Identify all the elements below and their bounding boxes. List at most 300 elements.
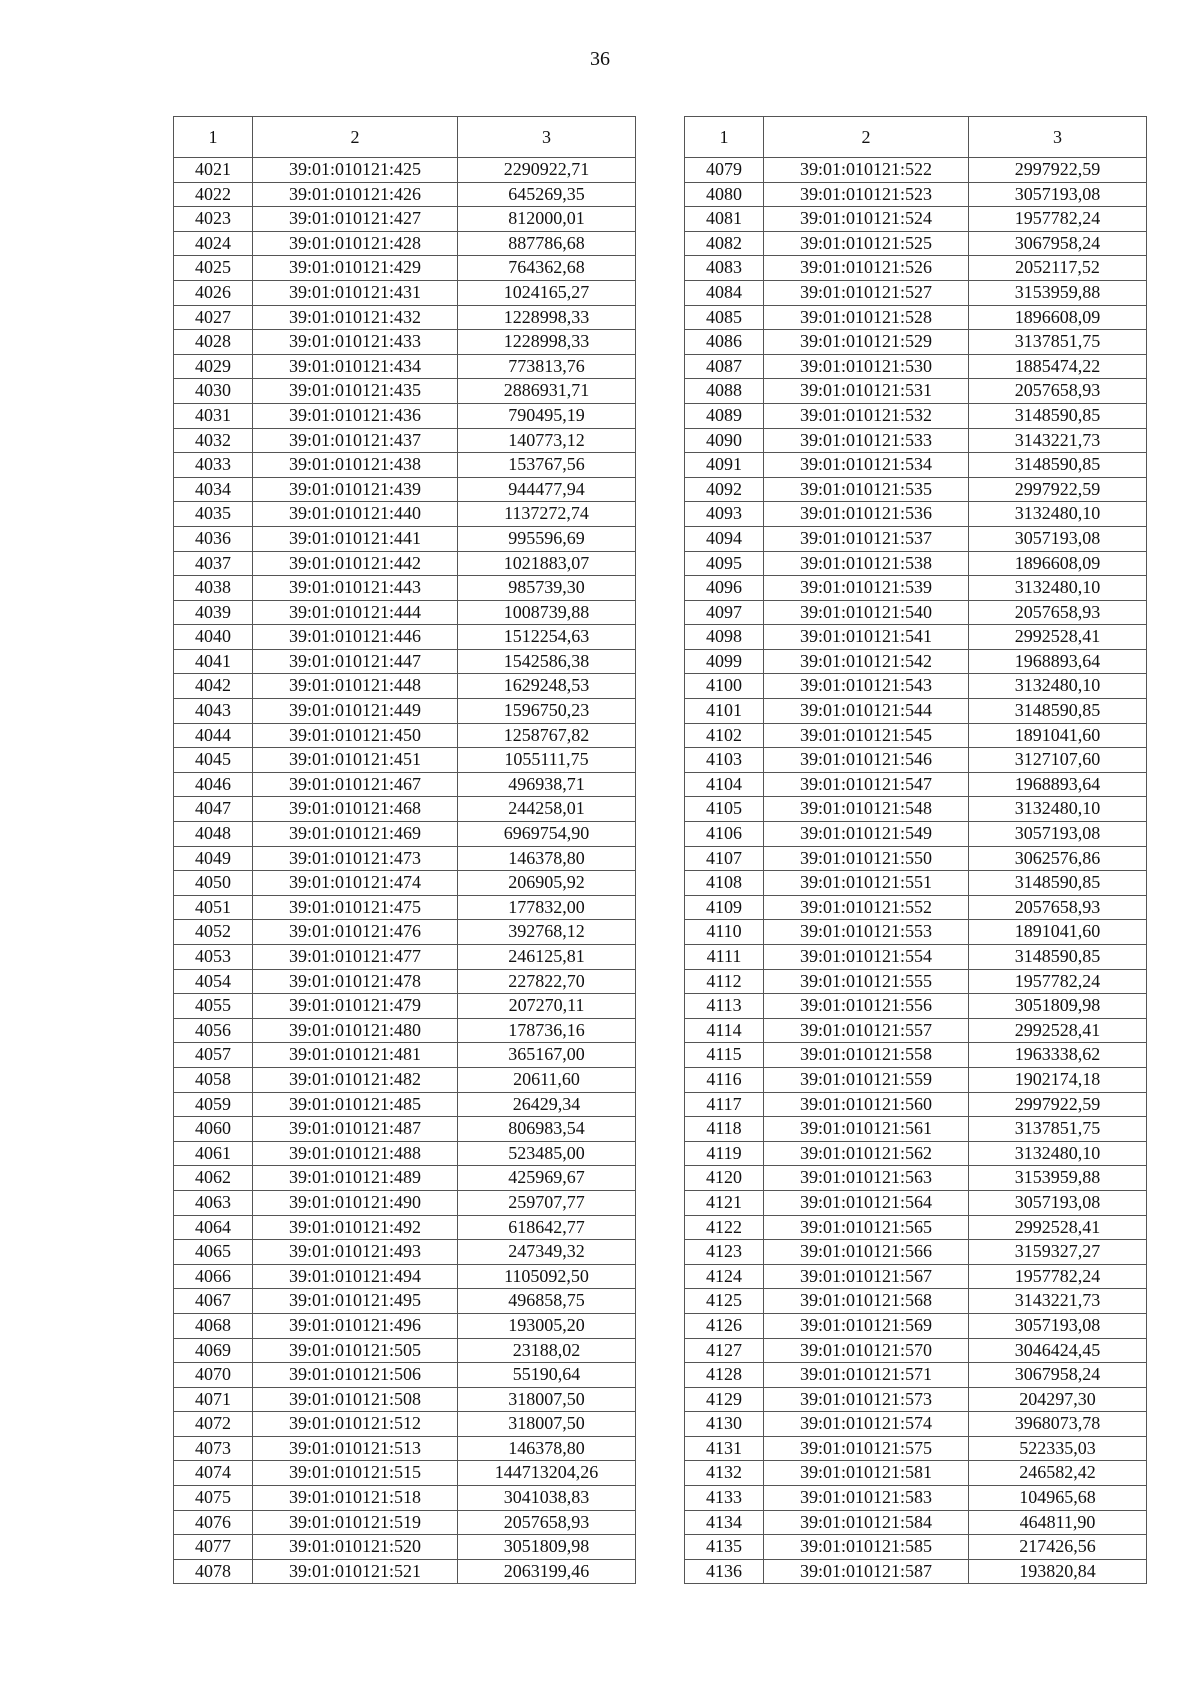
cadastral-number-cell: 39:01:010121:536 bbox=[764, 502, 969, 527]
value-cell: 3148590,85 bbox=[969, 699, 1147, 724]
table-row bbox=[174, 797, 636, 822]
cadastral-number-cell: 39:01:010121:540 bbox=[764, 600, 969, 625]
row-number-cell: 4103 bbox=[685, 748, 764, 773]
row-number-cell: 4085 bbox=[685, 305, 764, 330]
cadastral-number-cell: 39:01:010121:524 bbox=[764, 207, 969, 232]
table-row bbox=[685, 822, 1147, 847]
cadastral-number-cell: 39:01:010121:428 bbox=[253, 231, 458, 256]
table-row bbox=[685, 994, 1147, 1019]
value-cell: 1896608,09 bbox=[969, 551, 1147, 576]
table-row bbox=[685, 1289, 1147, 1314]
cadastral-number-cell: 39:01:010121:518 bbox=[253, 1486, 458, 1511]
row-number-cell: 4053 bbox=[174, 945, 253, 970]
value-cell: 3057193,08 bbox=[969, 526, 1147, 551]
table-row bbox=[685, 649, 1147, 674]
row-number-cell: 4136 bbox=[685, 1559, 764, 1584]
cadastral-number-cell: 39:01:010121:426 bbox=[253, 182, 458, 207]
cadastral-number-cell: 39:01:010121:573 bbox=[764, 1387, 969, 1412]
row-number-cell: 4084 bbox=[685, 280, 764, 305]
row-number-cell: 4040 bbox=[174, 625, 253, 650]
value-cell: 3968073,78 bbox=[969, 1412, 1147, 1437]
table-row bbox=[174, 1166, 636, 1191]
value-cell: 3041038,83 bbox=[458, 1486, 636, 1511]
value-cell: 3057193,08 bbox=[969, 182, 1147, 207]
row-number-cell: 4052 bbox=[174, 920, 253, 945]
table-row bbox=[685, 625, 1147, 650]
value-cell: 318007,50 bbox=[458, 1387, 636, 1412]
cadastral-number-cell: 39:01:010121:538 bbox=[764, 551, 969, 576]
value-cell: 206905,92 bbox=[458, 871, 636, 896]
value-cell: 2063199,46 bbox=[458, 1559, 636, 1584]
value-cell: 1228998,33 bbox=[458, 305, 636, 330]
cadastral-number-cell: 39:01:010121:541 bbox=[764, 625, 969, 650]
table-row bbox=[685, 920, 1147, 945]
cadastral-number-cell: 39:01:010121:587 bbox=[764, 1559, 969, 1584]
value-cell: 1957782,24 bbox=[969, 969, 1147, 994]
value-cell: 3057193,08 bbox=[969, 1313, 1147, 1338]
value-cell: 523485,00 bbox=[458, 1141, 636, 1166]
value-cell: 887786,68 bbox=[458, 231, 636, 256]
row-number-cell: 4039 bbox=[174, 600, 253, 625]
table-row bbox=[174, 379, 636, 404]
value-cell: 2057658,93 bbox=[969, 600, 1147, 625]
table-row bbox=[174, 182, 636, 207]
row-number-cell: 4026 bbox=[174, 280, 253, 305]
table-row bbox=[174, 502, 636, 527]
table-row bbox=[174, 1018, 636, 1043]
value-cell: 985739,30 bbox=[458, 576, 636, 601]
cadastral-number-cell: 39:01:010121:545 bbox=[764, 723, 969, 748]
value-cell: 55190,64 bbox=[458, 1363, 636, 1388]
table-row bbox=[174, 1412, 636, 1437]
value-cell: 178736,16 bbox=[458, 1018, 636, 1043]
header-row bbox=[174, 117, 636, 158]
row-number-cell: 4094 bbox=[685, 526, 764, 551]
row-number-cell: 4072 bbox=[174, 1412, 253, 1437]
row-number-cell: 4100 bbox=[685, 674, 764, 699]
value-cell: 3057193,08 bbox=[969, 822, 1147, 847]
cadastral-number-cell: 39:01:010121:553 bbox=[764, 920, 969, 945]
cadastral-number-cell: 39:01:010121:443 bbox=[253, 576, 458, 601]
row-number-cell: 4064 bbox=[174, 1215, 253, 1240]
row-number-cell: 4134 bbox=[685, 1510, 764, 1535]
row-number-cell: 4135 bbox=[685, 1535, 764, 1560]
row-number-cell: 4022 bbox=[174, 182, 253, 207]
value-cell: 3132480,10 bbox=[969, 1141, 1147, 1166]
value-cell: 2886931,71 bbox=[458, 379, 636, 404]
table-row bbox=[174, 1535, 636, 1560]
column-header: 3 bbox=[458, 117, 636, 158]
value-cell: 2992528,41 bbox=[969, 1018, 1147, 1043]
row-number-cell: 4048 bbox=[174, 822, 253, 847]
table-row bbox=[685, 502, 1147, 527]
value-cell: 204297,30 bbox=[969, 1387, 1147, 1412]
value-cell: 2052117,52 bbox=[969, 256, 1147, 281]
row-number-cell: 4067 bbox=[174, 1289, 253, 1314]
table-body bbox=[685, 158, 1147, 1584]
cadastral-number-cell: 39:01:010121:542 bbox=[764, 649, 969, 674]
table-row bbox=[685, 723, 1147, 748]
value-cell: 3153959,88 bbox=[969, 280, 1147, 305]
cadastral-number-cell: 39:01:010121:569 bbox=[764, 1313, 969, 1338]
row-number-cell: 4036 bbox=[174, 526, 253, 551]
row-number-cell: 4079 bbox=[685, 158, 764, 183]
value-cell: 522335,03 bbox=[969, 1436, 1147, 1461]
table-row bbox=[174, 551, 636, 576]
table-row bbox=[174, 158, 636, 183]
column-header: 1 bbox=[685, 117, 764, 158]
value-cell: 1021883,07 bbox=[458, 551, 636, 576]
cadastral-number-cell: 39:01:010121:508 bbox=[253, 1387, 458, 1412]
cadastral-number-cell: 39:01:010121:581 bbox=[764, 1461, 969, 1486]
row-number-cell: 4058 bbox=[174, 1067, 253, 1092]
table-row bbox=[685, 1043, 1147, 1068]
cadastral-number-cell: 39:01:010121:431 bbox=[253, 280, 458, 305]
table-row bbox=[174, 1117, 636, 1142]
table-row bbox=[174, 403, 636, 428]
table-row bbox=[685, 477, 1147, 502]
cadastral-number-cell: 39:01:010121:558 bbox=[764, 1043, 969, 1068]
value-cell: 2997922,59 bbox=[969, 477, 1147, 502]
table-header bbox=[174, 117, 636, 158]
value-cell: 2997922,59 bbox=[969, 158, 1147, 183]
cadastral-number-cell: 39:01:010121:446 bbox=[253, 625, 458, 650]
cadastral-number-cell: 39:01:010121:567 bbox=[764, 1264, 969, 1289]
row-number-cell: 4126 bbox=[685, 1313, 764, 1338]
cadastral-number-cell: 39:01:010121:548 bbox=[764, 797, 969, 822]
table-row bbox=[685, 772, 1147, 797]
table-row bbox=[174, 945, 636, 970]
value-cell: 425969,67 bbox=[458, 1166, 636, 1191]
row-number-cell: 4044 bbox=[174, 723, 253, 748]
value-cell: 1963338,62 bbox=[969, 1043, 1147, 1068]
value-cell: 1596750,23 bbox=[458, 699, 636, 724]
value-cell: 146378,80 bbox=[458, 846, 636, 871]
row-number-cell: 4123 bbox=[685, 1240, 764, 1265]
cadastral-number-cell: 39:01:010121:481 bbox=[253, 1043, 458, 1068]
value-cell: 193005,20 bbox=[458, 1313, 636, 1338]
row-number-cell: 4124 bbox=[685, 1264, 764, 1289]
cadastral-number-cell: 39:01:010121:563 bbox=[764, 1166, 969, 1191]
value-cell: 3153959,88 bbox=[969, 1166, 1147, 1191]
value-cell: 1896608,09 bbox=[969, 305, 1147, 330]
table-row bbox=[174, 846, 636, 871]
row-number-cell: 4035 bbox=[174, 502, 253, 527]
row-number-cell: 4045 bbox=[174, 748, 253, 773]
cadastral-number-cell: 39:01:010121:570 bbox=[764, 1338, 969, 1363]
cadastral-number-cell: 39:01:010121:546 bbox=[764, 748, 969, 773]
table-row bbox=[685, 182, 1147, 207]
table-row bbox=[174, 772, 636, 797]
table-row bbox=[174, 1559, 636, 1584]
cadastral-number-cell: 39:01:010121:438 bbox=[253, 453, 458, 478]
cadastral-number-cell: 39:01:010121:476 bbox=[253, 920, 458, 945]
value-cell: 1137272,74 bbox=[458, 502, 636, 527]
table-row bbox=[685, 895, 1147, 920]
cadastral-number-cell: 39:01:010121:528 bbox=[764, 305, 969, 330]
cadastral-number-cell: 39:01:010121:547 bbox=[764, 772, 969, 797]
cadastral-number-cell: 39:01:010121:478 bbox=[253, 969, 458, 994]
row-number-cell: 4107 bbox=[685, 846, 764, 871]
value-cell: 1891041,60 bbox=[969, 920, 1147, 945]
row-number-cell: 4096 bbox=[685, 576, 764, 601]
page-number: 36 bbox=[590, 48, 610, 70]
value-cell: 259707,77 bbox=[458, 1190, 636, 1215]
cadastral-number-cell: 39:01:010121:575 bbox=[764, 1436, 969, 1461]
table-row bbox=[174, 1486, 636, 1511]
row-number-cell: 4042 bbox=[174, 674, 253, 699]
cadastral-number-cell: 39:01:010121:543 bbox=[764, 674, 969, 699]
cadastral-number-cell: 39:01:010121:434 bbox=[253, 354, 458, 379]
cadastral-number-cell: 39:01:010121:549 bbox=[764, 822, 969, 847]
table-row bbox=[685, 1510, 1147, 1535]
cadastral-number-cell: 39:01:010121:492 bbox=[253, 1215, 458, 1240]
cadastral-number-cell: 39:01:010121:449 bbox=[253, 699, 458, 724]
table-row bbox=[685, 1141, 1147, 1166]
value-cell: 1008739,88 bbox=[458, 600, 636, 625]
table-row bbox=[174, 576, 636, 601]
header-row bbox=[685, 117, 1147, 158]
value-cell: 1957782,24 bbox=[969, 207, 1147, 232]
cadastral-number-cell: 39:01:010121:534 bbox=[764, 453, 969, 478]
value-cell: 3051809,98 bbox=[969, 994, 1147, 1019]
cadastral-number-cell: 39:01:010121:533 bbox=[764, 428, 969, 453]
table-row bbox=[685, 428, 1147, 453]
value-cell: 3051809,98 bbox=[458, 1535, 636, 1560]
row-number-cell: 4080 bbox=[685, 182, 764, 207]
table-row bbox=[174, 1363, 636, 1388]
cadastral-number-cell: 39:01:010121:532 bbox=[764, 403, 969, 428]
table-row bbox=[174, 231, 636, 256]
table-row bbox=[685, 846, 1147, 871]
cadastral-number-cell: 39:01:010121:564 bbox=[764, 1190, 969, 1215]
column-header: 1 bbox=[174, 117, 253, 158]
table-row bbox=[685, 1363, 1147, 1388]
cadastral-number-cell: 39:01:010121:512 bbox=[253, 1412, 458, 1437]
row-number-cell: 4073 bbox=[174, 1436, 253, 1461]
cadastral-number-cell: 39:01:010121:473 bbox=[253, 846, 458, 871]
cadastral-number-cell: 39:01:010121:433 bbox=[253, 330, 458, 355]
table-row bbox=[685, 1067, 1147, 1092]
value-cell: 2057658,93 bbox=[969, 379, 1147, 404]
cadastral-number-cell: 39:01:010121:494 bbox=[253, 1264, 458, 1289]
cadastral-number-cell: 39:01:010121:505 bbox=[253, 1338, 458, 1363]
row-number-cell: 4038 bbox=[174, 576, 253, 601]
value-cell: 153767,56 bbox=[458, 453, 636, 478]
table-row bbox=[685, 576, 1147, 601]
value-cell: 1055111,75 bbox=[458, 748, 636, 773]
row-number-cell: 4082 bbox=[685, 231, 764, 256]
cadastral-number-cell: 39:01:010121:574 bbox=[764, 1412, 969, 1437]
row-number-cell: 4095 bbox=[685, 551, 764, 576]
row-number-cell: 4049 bbox=[174, 846, 253, 871]
cadastral-number-cell: 39:01:010121:429 bbox=[253, 256, 458, 281]
row-number-cell: 4078 bbox=[174, 1559, 253, 1584]
table-row bbox=[174, 1436, 636, 1461]
table-row bbox=[174, 822, 636, 847]
table-row bbox=[174, 1141, 636, 1166]
cadastral-number-cell: 39:01:010121:525 bbox=[764, 231, 969, 256]
table-row bbox=[685, 797, 1147, 822]
row-number-cell: 4070 bbox=[174, 1363, 253, 1388]
value-cell: 2290922,71 bbox=[458, 158, 636, 183]
cadastral-number-cell: 39:01:010121:488 bbox=[253, 1141, 458, 1166]
row-number-cell: 4065 bbox=[174, 1240, 253, 1265]
table-row bbox=[174, 305, 636, 330]
table-row bbox=[174, 649, 636, 674]
table-row bbox=[174, 699, 636, 724]
value-cell: 217426,56 bbox=[969, 1535, 1147, 1560]
table-row bbox=[174, 453, 636, 478]
row-number-cell: 4066 bbox=[174, 1264, 253, 1289]
row-number-cell: 4081 bbox=[685, 207, 764, 232]
value-cell: 365167,00 bbox=[458, 1043, 636, 1068]
row-number-cell: 4024 bbox=[174, 231, 253, 256]
value-cell: 1968893,64 bbox=[969, 649, 1147, 674]
value-cell: 3148590,85 bbox=[969, 403, 1147, 428]
value-cell: 1512254,63 bbox=[458, 625, 636, 650]
cadastral-number-cell: 39:01:010121:467 bbox=[253, 772, 458, 797]
table-header bbox=[685, 117, 1147, 158]
table-row bbox=[174, 895, 636, 920]
table-row bbox=[174, 994, 636, 1019]
cadastral-number-cell: 39:01:010121:489 bbox=[253, 1166, 458, 1191]
cadastral-number-cell: 39:01:010121:523 bbox=[764, 182, 969, 207]
value-cell: 3159327,27 bbox=[969, 1240, 1147, 1265]
row-number-cell: 4076 bbox=[174, 1510, 253, 1535]
table-row bbox=[685, 1092, 1147, 1117]
value-cell: 318007,50 bbox=[458, 1412, 636, 1437]
cadastral-number-cell: 39:01:010121:493 bbox=[253, 1240, 458, 1265]
value-cell: 193820,84 bbox=[969, 1559, 1147, 1584]
cadastral-number-cell: 39:01:010121:435 bbox=[253, 379, 458, 404]
cadastral-number-cell: 39:01:010121:477 bbox=[253, 945, 458, 970]
cadastral-number-cell: 39:01:010121:562 bbox=[764, 1141, 969, 1166]
table-row bbox=[685, 1264, 1147, 1289]
table-row bbox=[685, 453, 1147, 478]
cadastral-number-cell: 39:01:010121:555 bbox=[764, 969, 969, 994]
cadastral-number-cell: 39:01:010121:475 bbox=[253, 895, 458, 920]
row-number-cell: 4027 bbox=[174, 305, 253, 330]
cadastral-number-cell: 39:01:010121:451 bbox=[253, 748, 458, 773]
cadastral-number-cell: 39:01:010121:425 bbox=[253, 158, 458, 183]
value-cell: 3132480,10 bbox=[969, 502, 1147, 527]
table-row bbox=[685, 526, 1147, 551]
value-cell: 2997922,59 bbox=[969, 1092, 1147, 1117]
value-cell: 392768,12 bbox=[458, 920, 636, 945]
table-row bbox=[685, 1436, 1147, 1461]
table-row bbox=[685, 207, 1147, 232]
value-cell: 246125,81 bbox=[458, 945, 636, 970]
table-row bbox=[685, 1387, 1147, 1412]
table-row bbox=[685, 600, 1147, 625]
table-row bbox=[685, 551, 1147, 576]
value-cell: 146378,80 bbox=[458, 1436, 636, 1461]
value-cell: 3067958,24 bbox=[969, 1363, 1147, 1388]
value-cell: 247349,32 bbox=[458, 1240, 636, 1265]
cadastral-number-cell: 39:01:010121:568 bbox=[764, 1289, 969, 1314]
cadastral-number-cell: 39:01:010121:585 bbox=[764, 1535, 969, 1560]
table-row bbox=[685, 1461, 1147, 1486]
table-row bbox=[685, 1338, 1147, 1363]
row-number-cell: 4087 bbox=[685, 354, 764, 379]
row-number-cell: 4056 bbox=[174, 1018, 253, 1043]
value-cell: 3057193,08 bbox=[969, 1190, 1147, 1215]
row-number-cell: 4111 bbox=[685, 945, 764, 970]
value-cell: 1957782,24 bbox=[969, 1264, 1147, 1289]
table-row bbox=[685, 330, 1147, 355]
cadastral-number-cell: 39:01:010121:529 bbox=[764, 330, 969, 355]
value-cell: 207270,11 bbox=[458, 994, 636, 1019]
row-number-cell: 4043 bbox=[174, 699, 253, 724]
row-number-cell: 4097 bbox=[685, 600, 764, 625]
value-cell: 496858,75 bbox=[458, 1289, 636, 1314]
cadastral-number-cell: 39:01:010121:551 bbox=[764, 871, 969, 896]
row-number-cell: 4098 bbox=[685, 625, 764, 650]
table-row bbox=[685, 1535, 1147, 1560]
table-row bbox=[174, 280, 636, 305]
value-cell: 1228998,33 bbox=[458, 330, 636, 355]
table-row bbox=[685, 1018, 1147, 1043]
row-number-cell: 4060 bbox=[174, 1117, 253, 1142]
table-row bbox=[174, 1067, 636, 1092]
value-cell: 2992528,41 bbox=[969, 1215, 1147, 1240]
value-cell: 1024165,27 bbox=[458, 280, 636, 305]
cadastral-number-cell: 39:01:010121:480 bbox=[253, 1018, 458, 1043]
row-number-cell: 4051 bbox=[174, 895, 253, 920]
value-cell: 3132480,10 bbox=[969, 797, 1147, 822]
row-number-cell: 4034 bbox=[174, 477, 253, 502]
table-row bbox=[174, 1240, 636, 1265]
table-row bbox=[685, 280, 1147, 305]
value-cell: 3143221,73 bbox=[969, 428, 1147, 453]
table-row bbox=[685, 1215, 1147, 1240]
cadastral-number-cell: 39:01:010121:539 bbox=[764, 576, 969, 601]
cadastral-number-cell: 39:01:010121:479 bbox=[253, 994, 458, 1019]
row-number-cell: 4061 bbox=[174, 1141, 253, 1166]
table-row bbox=[174, 1510, 636, 1535]
table-row bbox=[685, 1240, 1147, 1265]
row-number-cell: 4083 bbox=[685, 256, 764, 281]
table-row bbox=[685, 256, 1147, 281]
value-cell: 995596,69 bbox=[458, 526, 636, 551]
table-row bbox=[174, 1215, 636, 1240]
row-number-cell: 4113 bbox=[685, 994, 764, 1019]
cadastral-number-cell: 39:01:010121:506 bbox=[253, 1363, 458, 1388]
cadastral-number-cell: 39:01:010121:559 bbox=[764, 1067, 969, 1092]
value-cell: 227822,70 bbox=[458, 969, 636, 994]
row-number-cell: 4122 bbox=[685, 1215, 764, 1240]
value-cell: 3137851,75 bbox=[969, 330, 1147, 355]
value-cell: 1968893,64 bbox=[969, 772, 1147, 797]
row-number-cell: 4033 bbox=[174, 453, 253, 478]
value-cell: 23188,02 bbox=[458, 1338, 636, 1363]
value-cell: 2057658,93 bbox=[969, 895, 1147, 920]
table-row bbox=[174, 330, 636, 355]
value-cell: 944477,94 bbox=[458, 477, 636, 502]
cadastral-number-cell: 39:01:010121:474 bbox=[253, 871, 458, 896]
cadastral-number-cell: 39:01:010121:495 bbox=[253, 1289, 458, 1314]
table-row bbox=[174, 1264, 636, 1289]
cadastral-number-cell: 39:01:010121:530 bbox=[764, 354, 969, 379]
row-number-cell: 4102 bbox=[685, 723, 764, 748]
cadastral-number-cell: 39:01:010121:439 bbox=[253, 477, 458, 502]
cadastral-number-cell: 39:01:010121:531 bbox=[764, 379, 969, 404]
cadastral-number-cell: 39:01:010121:469 bbox=[253, 822, 458, 847]
row-number-cell: 4041 bbox=[174, 649, 253, 674]
cadastral-number-cell: 39:01:010121:554 bbox=[764, 945, 969, 970]
table-row bbox=[685, 305, 1147, 330]
